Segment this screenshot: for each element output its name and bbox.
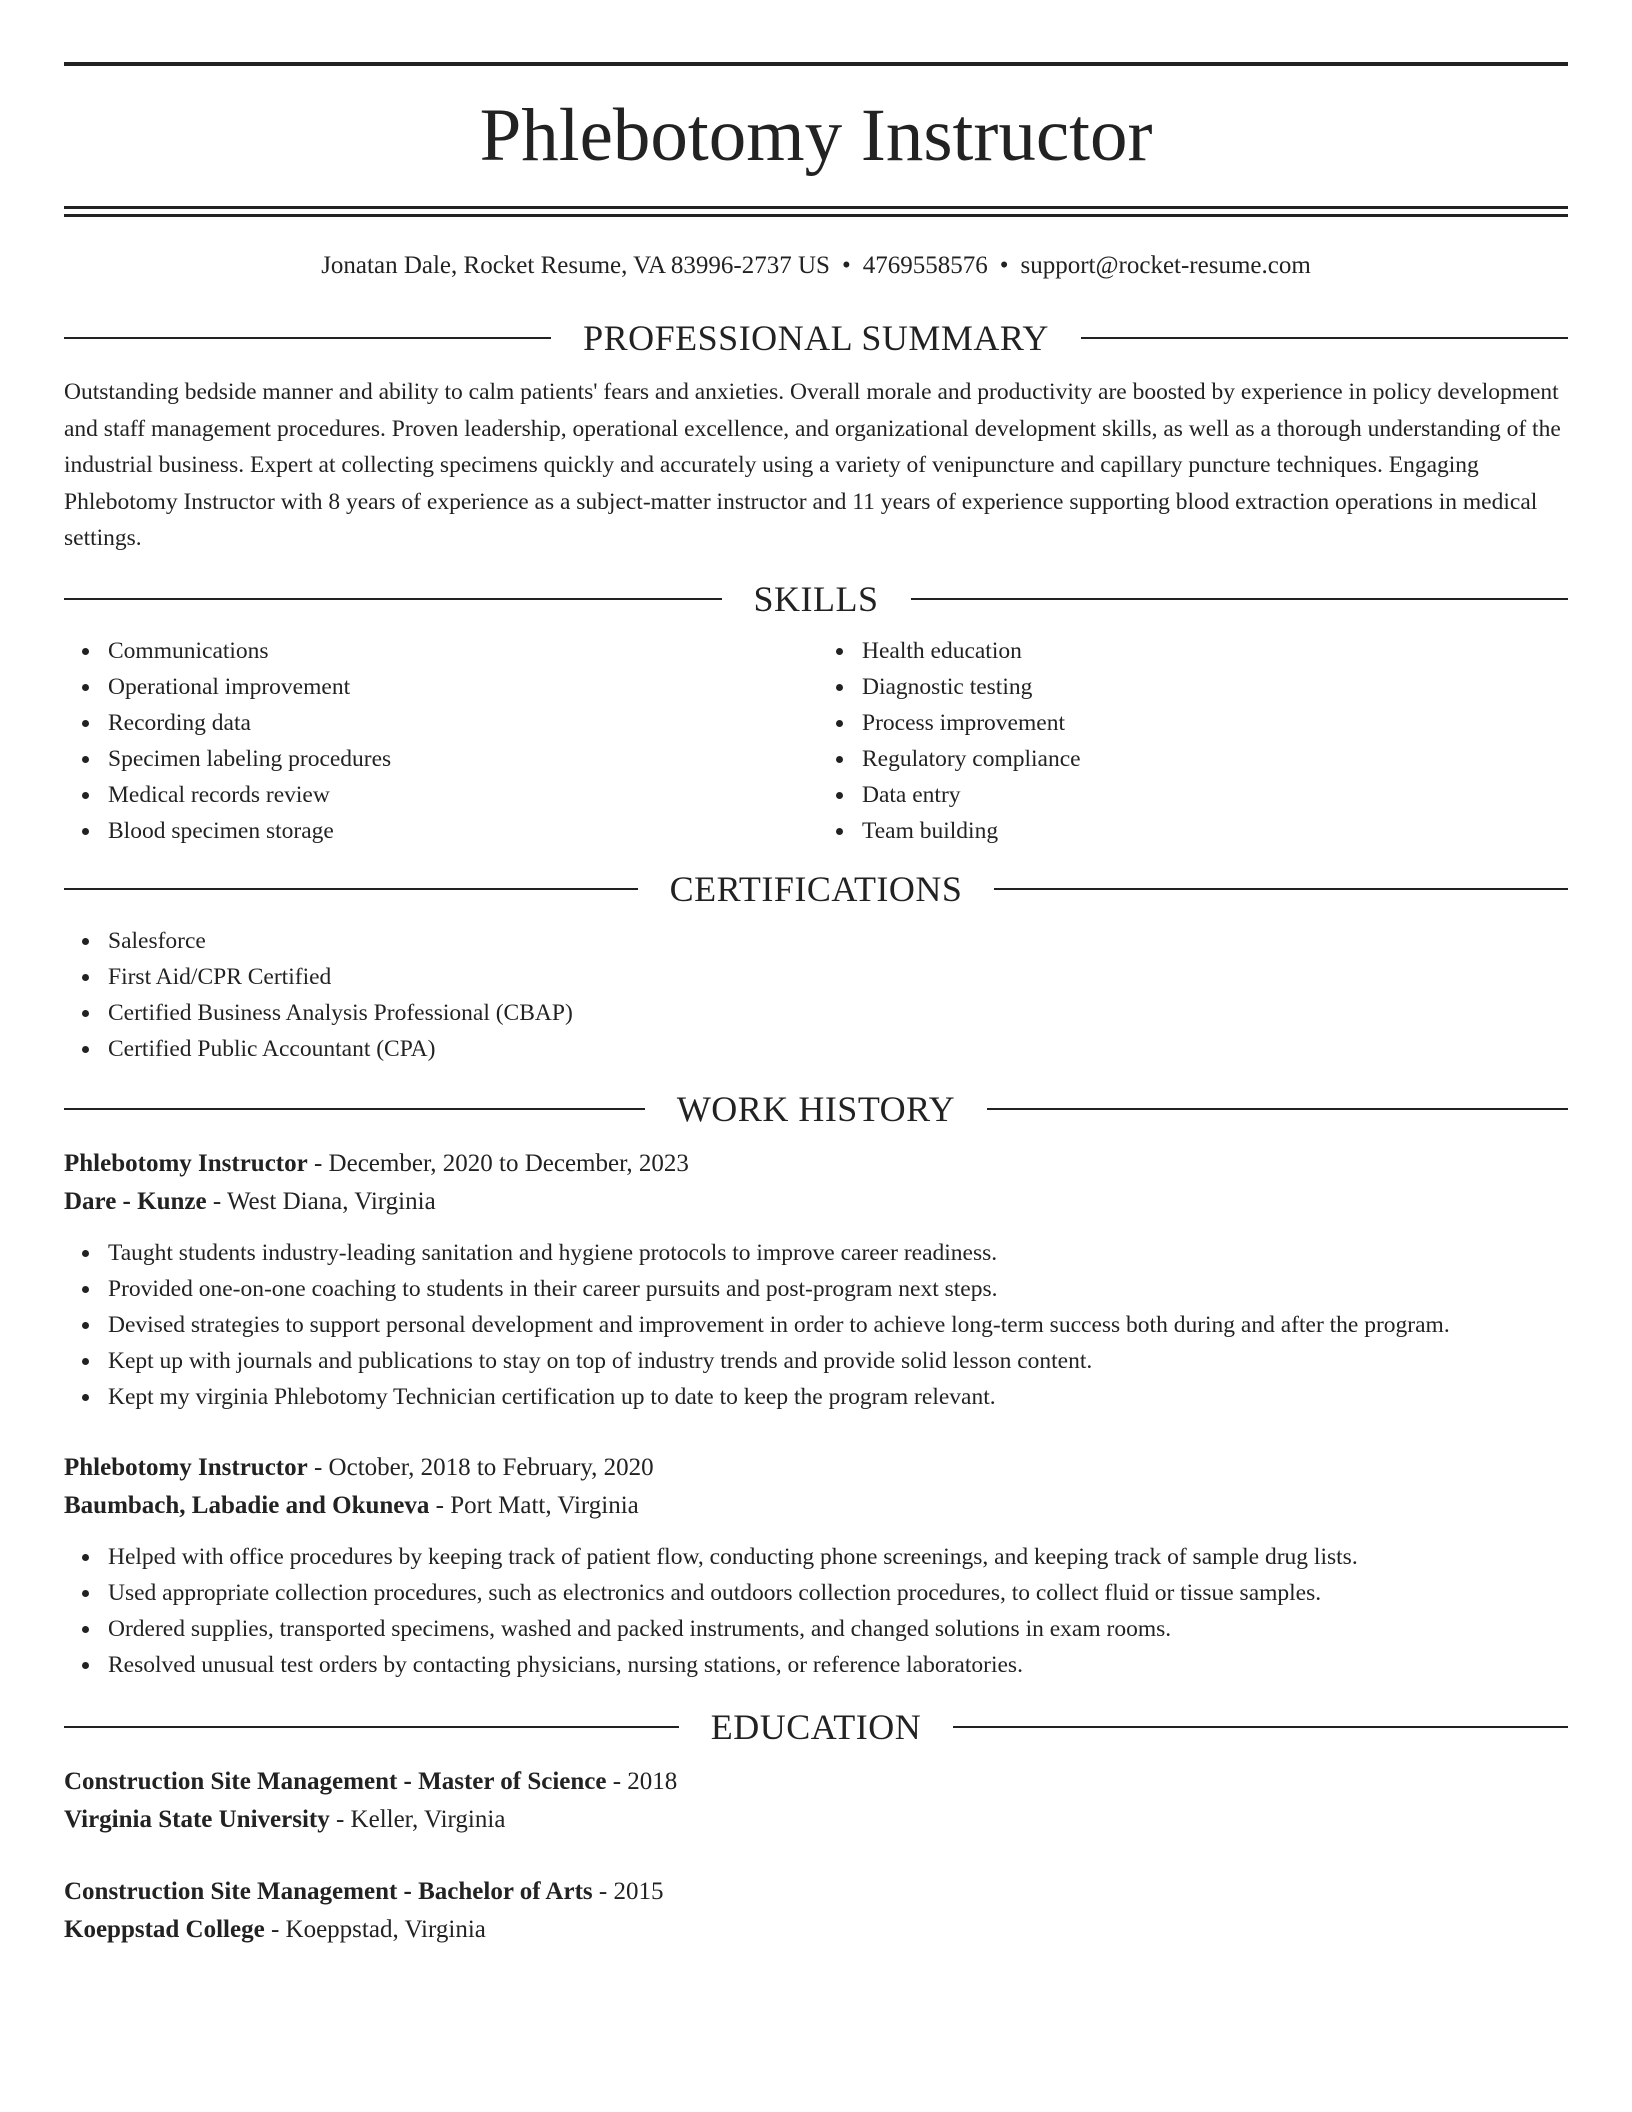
job-bullets bbox=[64, 1539, 1568, 1683]
certifications-list bbox=[64, 923, 1568, 1067]
section-title: CERTIFICATIONS bbox=[669, 868, 963, 909]
certifications-block bbox=[64, 923, 1568, 1067]
section-header-work-history bbox=[64, 1087, 1568, 1131]
job-location: - West Diana, Virginia bbox=[206, 1187, 436, 1215]
skill-item: Recording data bbox=[108, 705, 816, 741]
job-title-line bbox=[64, 1449, 1568, 1487]
job-bullet: Used appropriate collection procedures, such as electronics and outdoors collection procedures, to collect fluid or tissue samples. bbox=[108, 1575, 1568, 1611]
skill-item: Medical records review bbox=[108, 777, 816, 813]
job-bullet: Taught students industry-leading sanitation and hygiene protocols to improve career readiness. bbox=[108, 1235, 1568, 1271]
skill-item: Diagnostic testing bbox=[862, 669, 1568, 705]
job-title-line bbox=[64, 1145, 1568, 1183]
section-rule bbox=[953, 1726, 1568, 1728]
skill-item: Operational improvement bbox=[108, 669, 816, 705]
section-header-certifications bbox=[64, 867, 1568, 911]
certification-item: Salesforce bbox=[108, 923, 1568, 959]
skill-item: Communications bbox=[108, 633, 816, 669]
job-entry bbox=[64, 1145, 1568, 1415]
education-degree: Construction Site Management - Bachelor of Arts bbox=[64, 1877, 593, 1905]
skill-item: Specimen labeling procedures bbox=[108, 741, 816, 777]
section-title: WORK HISTORY bbox=[676, 1088, 956, 1129]
job-company: Baumbach, Labadie and Okuneva bbox=[64, 1491, 430, 1519]
job-bullet: Provided one-on-one coaching to students in their career pursuits and post-program next steps. bbox=[108, 1271, 1568, 1307]
contact-separator: • bbox=[841, 252, 851, 279]
skills-column-right bbox=[816, 633, 1568, 849]
skills-column-left bbox=[64, 633, 816, 849]
education-year: - 2018 bbox=[606, 1767, 678, 1795]
section-header-skills bbox=[64, 577, 1568, 621]
contact-separator: • bbox=[999, 252, 1009, 279]
certification-item: First Aid/CPR Certified bbox=[108, 959, 1568, 995]
job-bullet: Ordered supplies, transported specimens, washed and packed instruments, and changed solutions in exam rooms. bbox=[108, 1611, 1568, 1647]
section-header-summary bbox=[64, 316, 1568, 360]
section-rule bbox=[64, 1726, 679, 1728]
resume-title: Phlebotomy Instructor bbox=[479, 94, 1153, 177]
job-entry bbox=[64, 1449, 1568, 1683]
education-school-line bbox=[64, 1801, 1568, 1839]
certification-item: Certified Business Analysis Professional (CBAP) bbox=[108, 995, 1568, 1031]
section-rule bbox=[64, 888, 638, 890]
education-year: - 2015 bbox=[592, 1877, 664, 1905]
title-block bbox=[64, 62, 1568, 217]
skill-item: Blood specimen storage bbox=[108, 813, 816, 849]
section-title: EDUCATION bbox=[710, 1706, 922, 1747]
job-company-line bbox=[64, 1183, 1568, 1221]
section-rule bbox=[987, 1108, 1568, 1110]
section-header-education bbox=[64, 1705, 1568, 1749]
skill-item: Regulatory compliance bbox=[862, 741, 1568, 777]
contact-email: support@rocket-resume.com bbox=[1020, 252, 1311, 279]
section-rule bbox=[911, 598, 1569, 600]
title-double-rule bbox=[64, 206, 1568, 217]
skills-list-right bbox=[816, 633, 1568, 849]
job-title: Phlebotomy Instructor bbox=[64, 1149, 308, 1177]
job-dates: - December, 2020 to December, 2023 bbox=[307, 1149, 689, 1177]
section-rule bbox=[994, 888, 1568, 890]
education-entry bbox=[64, 1763, 1568, 1839]
education-school-line bbox=[64, 1911, 1568, 1949]
education-degree: Construction Site Management - Master of Science bbox=[64, 1767, 607, 1795]
job-bullet: Kept my virginia Phlebotomy Technician certification up to date to keep the program relevant. bbox=[108, 1379, 1568, 1415]
education-degree-line bbox=[64, 1873, 1568, 1911]
education-entry bbox=[64, 1873, 1568, 1949]
job-location: - Port Matt, Virginia bbox=[429, 1491, 639, 1519]
certification-item: Certified Public Accountant (CPA) bbox=[108, 1031, 1568, 1067]
education-degree-line bbox=[64, 1763, 1568, 1801]
section-rule bbox=[64, 598, 722, 600]
skills-grid bbox=[64, 633, 1568, 849]
skill-item: Process improvement bbox=[862, 705, 1568, 741]
education-school: Virginia State University bbox=[64, 1805, 330, 1833]
job-bullet: Devised strategies to support personal development and improvement in order to achieve long-term success both during and after the program. bbox=[108, 1307, 1568, 1343]
education-school: Koeppstad College bbox=[64, 1915, 265, 1943]
education-location: - Keller, Virginia bbox=[329, 1805, 506, 1833]
contact-line bbox=[64, 250, 1568, 282]
skills-list-left bbox=[64, 633, 816, 849]
skill-item: Health education bbox=[862, 633, 1568, 669]
contact-address: Jonatan Dale, Rocket Resume, VA 83996-2737 US bbox=[321, 252, 830, 279]
resume-page bbox=[64, 62, 1568, 1949]
job-company: Dare - Kunze bbox=[64, 1187, 207, 1215]
job-company-line bbox=[64, 1487, 1568, 1525]
skill-item: Data entry bbox=[862, 777, 1568, 813]
job-bullets bbox=[64, 1235, 1568, 1415]
contact-phone: 4769558576 bbox=[862, 252, 988, 279]
section-rule bbox=[64, 1108, 645, 1110]
education-location: - Koeppstad, Virginia bbox=[264, 1915, 486, 1943]
section-rule bbox=[64, 337, 551, 339]
job-dates: - October, 2018 to February, 2020 bbox=[307, 1453, 654, 1481]
skill-item: Team building bbox=[862, 813, 1568, 849]
job-bullet: Kept up with journals and publications to stay on top of industry trends and provide solid lesson content. bbox=[108, 1343, 1568, 1379]
summary-text: Outstanding bedside manner and ability to calm patients' fears and anxieties. Overall morale and productivity are boosted by experience in policy development and staff management procedures. Proven leadership, operational excellence, and organizational development skills, as well as a thorough understanding of the industrial business. Expert at collecting specimens quickly and accurately using a variety of venipuncture and capillary puncture techniques. Engaging Phlebotomy Instructor with 8 years of experience as a subject-matter instructor and 11 years of experience supporting blood extraction operations in medical settings. bbox=[64, 379, 1561, 551]
section-rule bbox=[1081, 337, 1568, 339]
job-bullet: Resolved unusual test orders by contacting physicians, nursing stations, or reference laboratories. bbox=[108, 1647, 1568, 1683]
job-bullet: Helped with office procedures by keeping track of patient flow, conducting phone screenings, and keeping track of sample drug lists. bbox=[108, 1539, 1568, 1575]
job-title: Phlebotomy Instructor bbox=[64, 1453, 308, 1481]
section-title: PROFESSIONAL SUMMARY bbox=[583, 318, 1049, 358]
section-title: SKILLS bbox=[753, 578, 879, 619]
